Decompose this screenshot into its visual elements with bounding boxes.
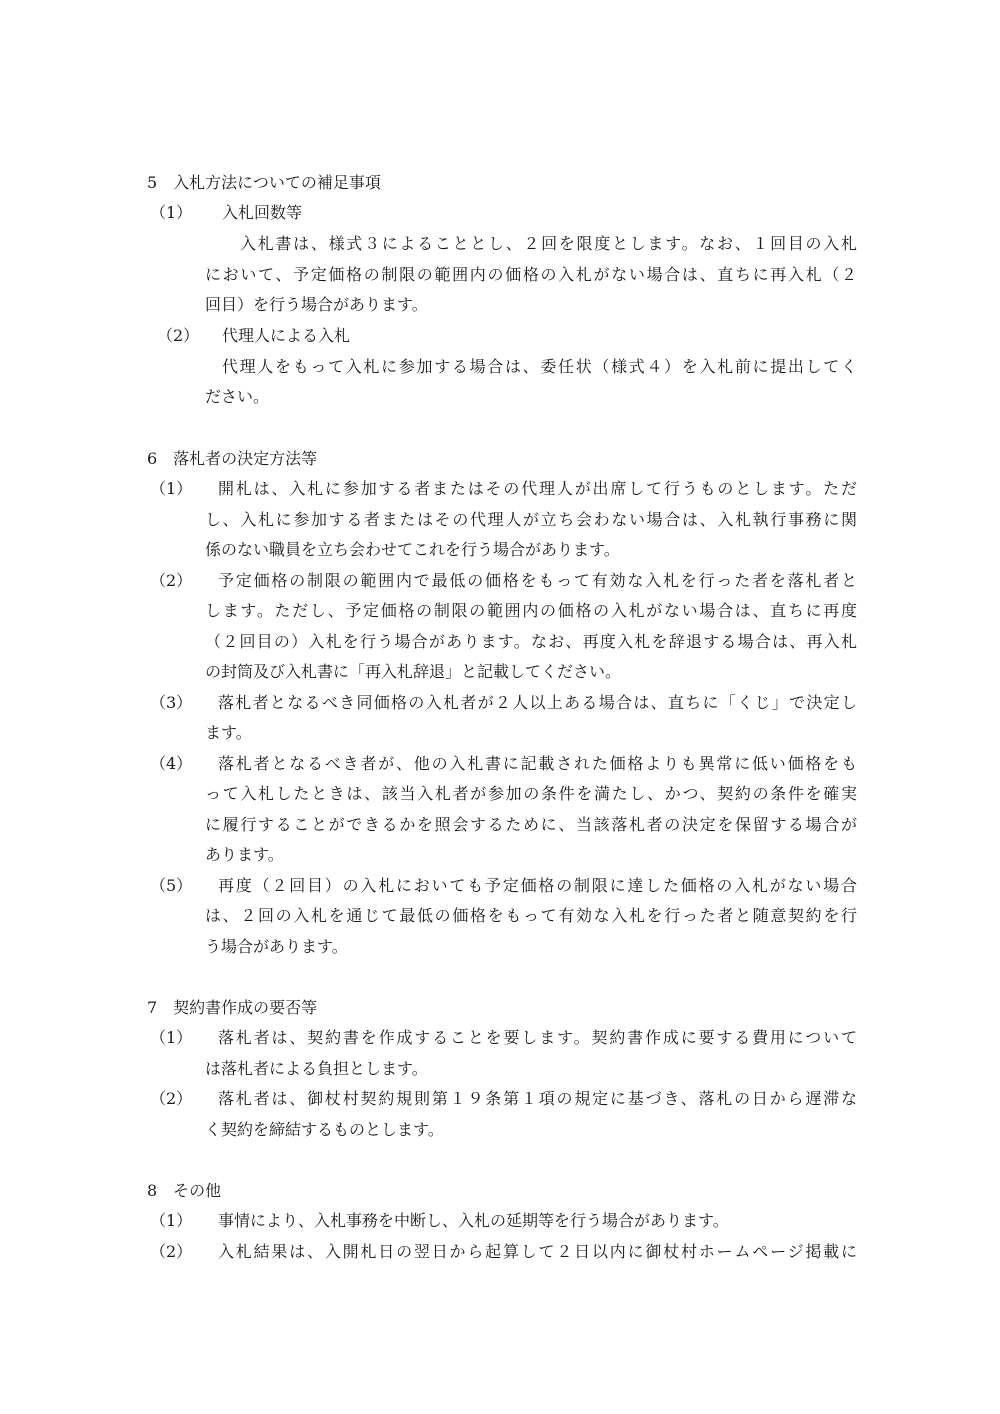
item-number: （3） [150,693,193,712]
item-number: （4） [150,754,193,773]
item-line: 落札者は、契約書を作成することを要します。契約書作成に要する費用について [218,1028,857,1047]
item-line: って入札したときは、該当入札者が参加の条件を満たし、かつ、契約の条件を確実 [205,784,857,803]
item-number: （2） [150,571,193,590]
item-line: あります。 [205,845,284,864]
item-line: 落札者となるべき者が、他の入札書に記載された価格よりも異常に低い価格をも [218,754,857,773]
item-line: します。ただし、予定価格の制限の範囲内の価格の入札がない場合は、直ちに再度 [205,601,857,620]
item-number: （1） [150,1211,193,1230]
item-number: （1） [150,1028,193,1047]
item-line: 入札結果は、入開札日の翌日から起算して２日以内に御杖村ホームページ掲載に [218,1242,857,1261]
item-line: 落札者となるべき同価格の入札者が２人以上ある場合は、直ちに「くじ」で決定し [218,693,857,712]
item-line: 再度（２回目）の入札においても予定価格の制限に達した価格の入札がない場合 [218,876,857,895]
item-title: 代理人による入札 [222,326,351,345]
section-heading: 8 その他 [147,1181,222,1200]
item-number: （2） [150,1242,193,1261]
section-heading: 6 落札者の決定方法等 [147,449,318,468]
item-line: 落札者は、御杖村契約規則第１９条第１項の規定に基づき、落札の日から遅滞な [218,1089,857,1108]
item-line: 開札は、入札に参加する者またはその代理人が出席して行うものとします。ただ [218,479,857,498]
item-number: （5） [150,876,193,895]
section-heading: 5 入札方法についての補足事項 [147,173,381,192]
item-line: し、入札に参加する者またはその代理人が立ち会わない場合は、入札執行事務に関 [205,510,857,529]
item-line: の封筒及び入札書に「再入札辞退」と記載してください。 [205,662,622,681]
item-line: に履行することができるかを照会するために、当該落札者の決定を保留する場合が [205,815,857,834]
item-line: 入札書は、様式３によることとし、２回を限度とします。なお、１回目の入札 [240,234,857,253]
item-title: 入札回数等 [222,203,303,222]
item-number: （1） [150,479,193,498]
item-number: （2） [150,1089,193,1108]
item-number: （2） [157,326,200,345]
section-heading: 7 契約書作成の要否等 [147,998,318,1017]
item-line: う場合があります。 [205,937,348,956]
item-line: ます。 [205,723,252,742]
item-line: （２回目の）入札を行う場合があります。なお、再度入札を辞退する場合は、再入札 [205,632,857,651]
item-line: 予定価格の制限の範囲内で最低の価格をもって有効な入札を行った者を落札者と [218,571,857,590]
item-line: く契約を締結するものとします。 [205,1120,444,1139]
item-number: （1） [150,203,193,222]
item-line: において、予定価格の制限の範囲内の価格の入札がない場合は、直ちに再入札（２ [205,265,857,284]
item-line: ださい。 [205,387,270,406]
item-line: は落札者による負担とします。 [205,1059,428,1078]
item-line: 代理人をもって入札に参加する場合は、委任状（様式４）を入札前に提出してく [222,357,857,376]
item-line: 事情により、入札事務を中断し、入札の延期等を行う場合があります。 [218,1211,729,1230]
item-line: 係のない職員を立ち会わせてこれを行う場合があります。 [205,540,620,559]
item-line: 回目）を行う場合があります。 [205,295,428,314]
item-line: は、２回の入札を通じて最低の価格をもって有効な入札を行った者と随意契約を行 [205,906,857,925]
